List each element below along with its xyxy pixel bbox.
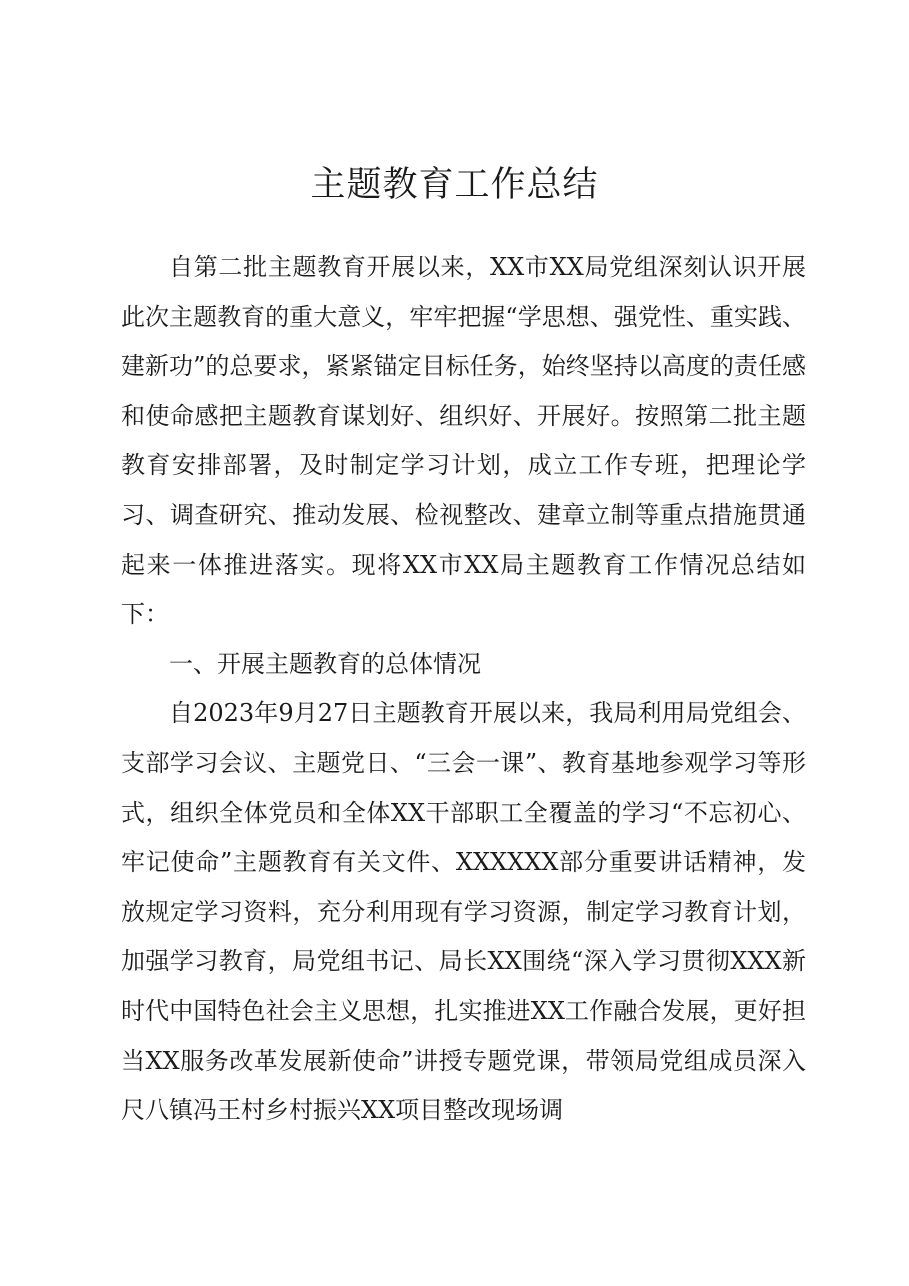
- document-title: 主题教育工作总结: [310, 165, 599, 205]
- section-heading: 一、开展主题教育的总体情况: [169, 649, 481, 678]
- section-paragraph: 自2023年9月27日主题教育开展以来，我局利用局党组会、支部学习会议、主题党日、“三会一课”、教育基地参观学习等形式，组织全体党员和全体XX干部职工全覆盖的学习“不忘初心、牢记使命”主题教育有关文件、XXXXXX部分重要讲话精神，发放规定学习资料，充分利用现有学习资源，制定学习教育计划，加强学习教育，局党组书记、局长XX围绕“深入学习贯彻XXX新时代中国特色社会主义思想，扎实推进XX工作融合发展，更好担当XX服务改革发展新使命”讲授专题党课，带领局党组成员深入尺八镇冯王村乡村振兴XX项目整改现场调: [121, 699, 806, 1125]
- intro-paragraph: 自第二批主题教育开展以来，XX市XX局党组深刻认识开展此次主题教育的重大意义，牢牢把握“学思想、强党性、重实践、建新功”的总要求，紧紧锚定目标任务，始终坚持以高度的责任感和使命感把主题教育谋划好、组织好、开展好。按照第二批主题教育安排部署，及时制定学习计划，成立工作专班，把理论学习、调查研究、推动发展、检视整改、建章立制等重点措施贯通起来一体推进落实。现将XX市XX局主题教育工作情况总结如下：: [121, 253, 806, 629]
- document-body: [121, 243, 806, 1136]
